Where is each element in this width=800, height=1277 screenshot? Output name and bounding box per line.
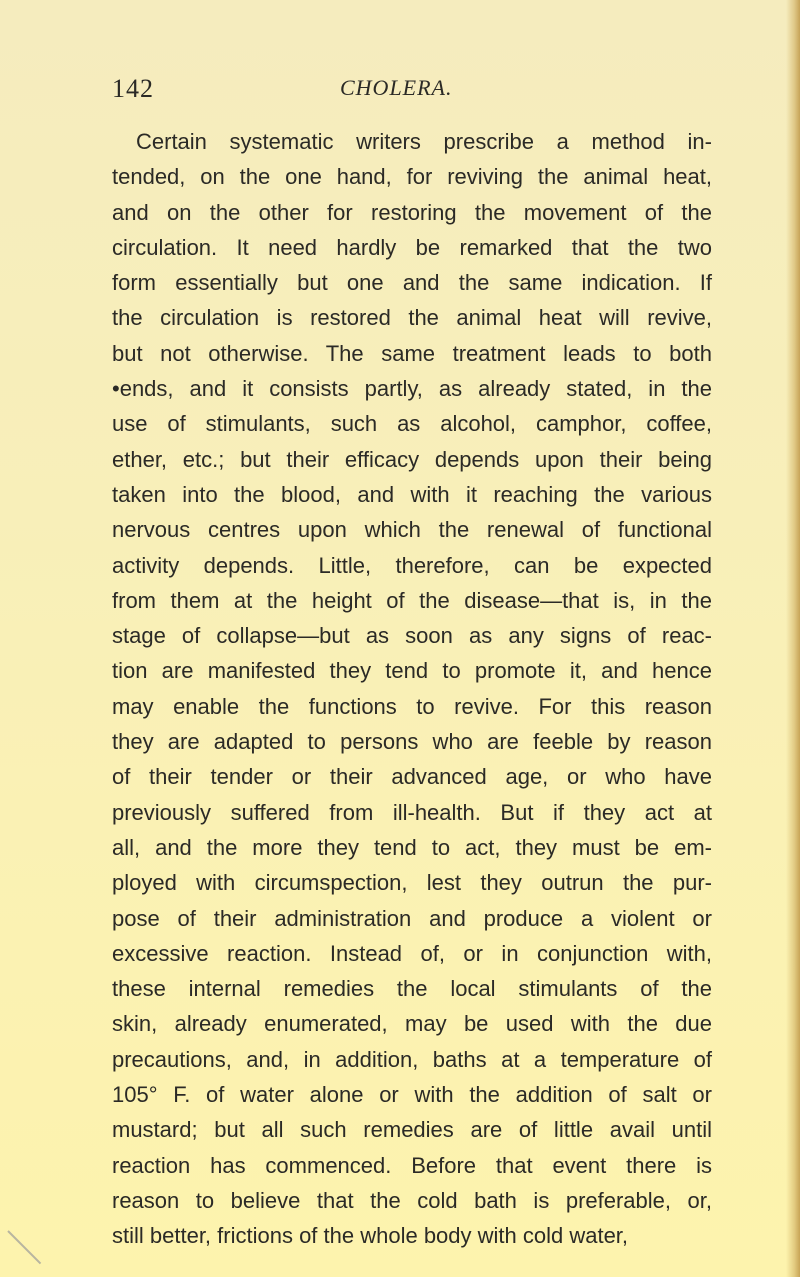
text-line: nervous centres upon which the renewal of functional: [112, 517, 712, 543]
page-number: 142: [112, 74, 154, 103]
text-line: but not otherwise. The same treatment leads to both: [112, 340, 712, 366]
text-line: form essentially but one and the same indication. If: [112, 270, 712, 296]
text-line: from them at the height of the disease—that is, in the: [112, 587, 712, 613]
text-line: skin, already enumerated, may be used with the due: [112, 1011, 712, 1037]
text-line: the circulation is restored the animal heat will revive,: [112, 305, 712, 331]
text-line: precautions, and, in addition, baths at a temperature of: [112, 1046, 712, 1072]
text-line: of their tender or their advanced age, or who have: [112, 764, 712, 790]
text-line: mustard; but all such remedies are of little avail until: [112, 1117, 712, 1143]
page-edge-shadow: [786, 0, 800, 1277]
text-line: may enable the functions to revive. For this reason: [112, 693, 712, 719]
text-line: previously suffered from ill-health. But if they act at: [112, 799, 712, 825]
text-line: activity depends. Little, therefore, can be expected: [112, 552, 712, 578]
text-line: 105° F. of water alone or with the addition of salt or: [112, 1082, 712, 1108]
text-line: ployed with circumspection, lest they outrun the pur-: [112, 870, 712, 896]
text-line: these internal remedies the local stimulants of the: [112, 976, 712, 1002]
text-line: stage of collapse—but as soon as any signs of reac-: [112, 623, 712, 649]
text-line: taken into the blood, and with it reaching the various: [112, 481, 712, 507]
text-line: and on the other for restoring the movement of the: [112, 199, 712, 225]
text-line: reaction has commenced. Before that event there is: [112, 1152, 712, 1178]
text-line: use of stimulants, such as alcohol, camphor, coffee,: [112, 411, 712, 437]
text-line: they are adapted to persons who are feeble by reason: [112, 729, 712, 755]
text-line: tended, on the one hand, for reviving the animal heat,: [112, 164, 712, 190]
text-line: ether, etc.; but their efficacy depends upon their being: [112, 446, 712, 472]
text-line: excessive reaction. Instead of, or in conjunction with,: [112, 940, 712, 966]
text-line: •ends, and it consists partly, as already stated, in the: [112, 376, 712, 402]
text-line: tion are manifested they tend to promote it, and hence: [112, 658, 712, 684]
stray-pencil-mark: [7, 1230, 41, 1264]
body-paragraph: [112, 124, 712, 1254]
text-line: all, and the more they tend to act, they must be em-: [112, 834, 712, 860]
running-head: [112, 74, 712, 110]
text-line: pose of their administration and produce a violent or: [112, 905, 712, 931]
text-line: circulation. It need hardly be remarked that the two: [112, 234, 712, 260]
text-line: Certain systematic writers prescribe a method in-: [136, 129, 712, 154]
text-line: reason to believe that the cold bath is preferable, or,: [112, 1187, 712, 1213]
running-title: CHOLERA.: [340, 75, 453, 100]
text-line: still better, frictions of the whole body with cold water,: [112, 1223, 629, 1249]
